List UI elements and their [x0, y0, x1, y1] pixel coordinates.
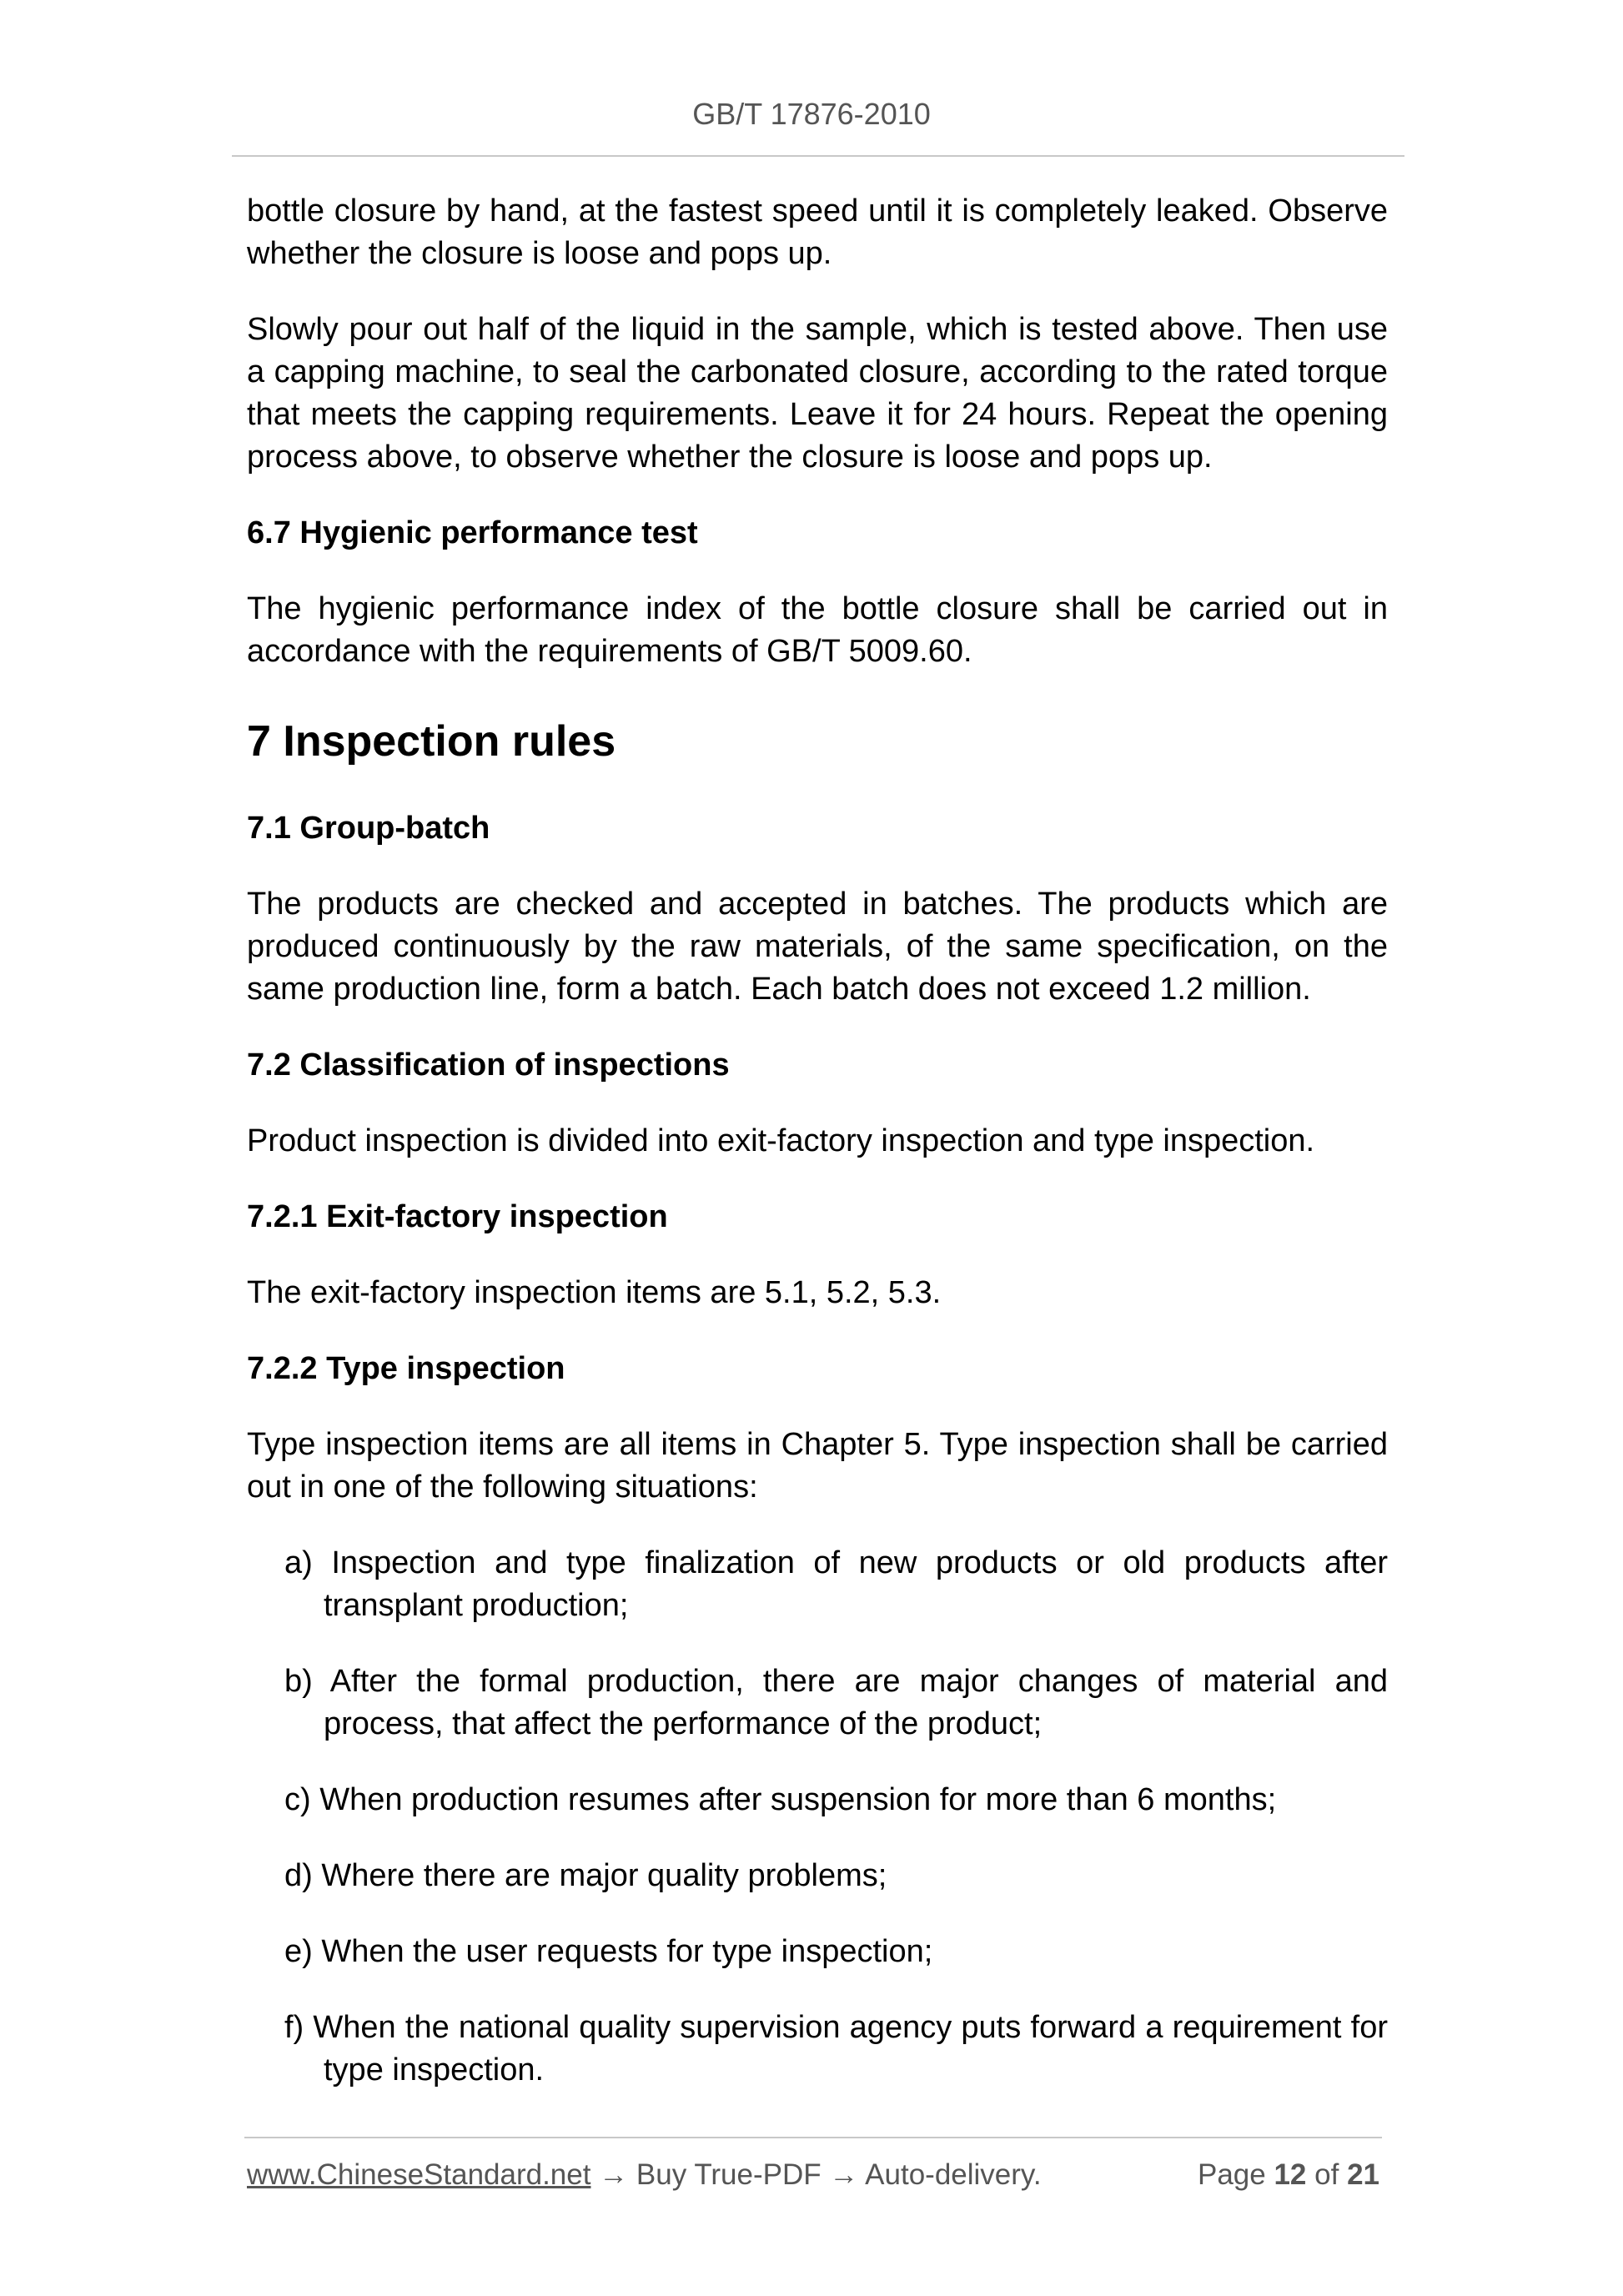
- section-heading: 6.7 Hygienic performance test: [247, 515, 698, 550]
- list-item: c) When production resumes after suspension for more than 6 months;: [284, 1782, 1277, 1817]
- page-current: 12: [1274, 2158, 1307, 2191]
- page-label: Page: [1197, 2158, 1266, 2191]
- paragraph: Type inspection items are all items in Chapter 5. Type inspection shall be carried out in one of the following situations:: [247, 1427, 1388, 1505]
- section-heading: 7.2.2 Type inspection: [247, 1351, 565, 1386]
- document-body: [247, 190, 1388, 2092]
- footer-promo: [247, 2158, 1042, 2192]
- paragraph: Product inspection is divided into exit-factory inspection and type inspection.: [247, 1123, 1315, 1158]
- header-divider: [232, 155, 1404, 157]
- list-item: a) Inspection and type finalization of new products or old products after transplant production;: [284, 1545, 1388, 1623]
- paragraph: The exit-factory inspection items are 5.1, 5.2, 5.3.: [247, 1275, 942, 1310]
- paragraph: The hygienic performance index of the bottle closure shall be carried out in accordance with the requirements of GB/T 5009.60.: [247, 591, 1388, 669]
- section-heading: 7.2.1 Exit-factory inspection: [247, 1199, 668, 1234]
- chapter-heading: 7 Inspection rules: [247, 717, 616, 766]
- paragraph: The products are checked and accepted in batches. The products which are produced continuously by the raw materials, of the same specification, on the same production line, form a batch. Each batch does not exceed 1.2 million.: [247, 887, 1388, 1007]
- page-header-title: GB/T 17876-2010: [692, 97, 931, 131]
- section-heading: 7.1 Group-batch: [247, 811, 490, 846]
- section-heading: 7.2 Classification of inspections: [247, 1048, 730, 1083]
- list-item: d) Where there are major quality problems;: [284, 1858, 887, 1893]
- paragraph: bottle closure by hand, at the fastest speed until it is completely leaked. Observe whether the closure is loose and pops up.: [247, 193, 1388, 271]
- page-total: 21: [1347, 2158, 1379, 2191]
- paragraph: Slowly pour out half of the liquid in the sample, which is tested above. Then use a capping machine, to seal the carbonated closure, according to the rated torque that meets the capping requirements. Leave it for 24 hours. Repeat the opening process above, to observe whether the closure is loose and pops up.: [247, 312, 1388, 475]
- page-footer: [247, 2158, 1379, 2192]
- page-number: [1198, 2158, 1379, 2192]
- website-link[interactable]: www.ChineseStandard.net: [247, 2158, 591, 2191]
- footer-divider: [244, 2137, 1382, 2138]
- list-item: b) After the formal production, there are major changes of material and process, that affect the performance of the product;: [284, 1664, 1388, 1741]
- page-of: of: [1314, 2158, 1339, 2191]
- footer-tagline: → Buy True-PDF → Auto-delivery.: [590, 2158, 1042, 2191]
- list-item: e) When the user requests for type inspection;: [284, 1934, 933, 1969]
- list-item: f) When the national quality supervision agency puts forward a requirement for type inspection.: [284, 2010, 1388, 2088]
